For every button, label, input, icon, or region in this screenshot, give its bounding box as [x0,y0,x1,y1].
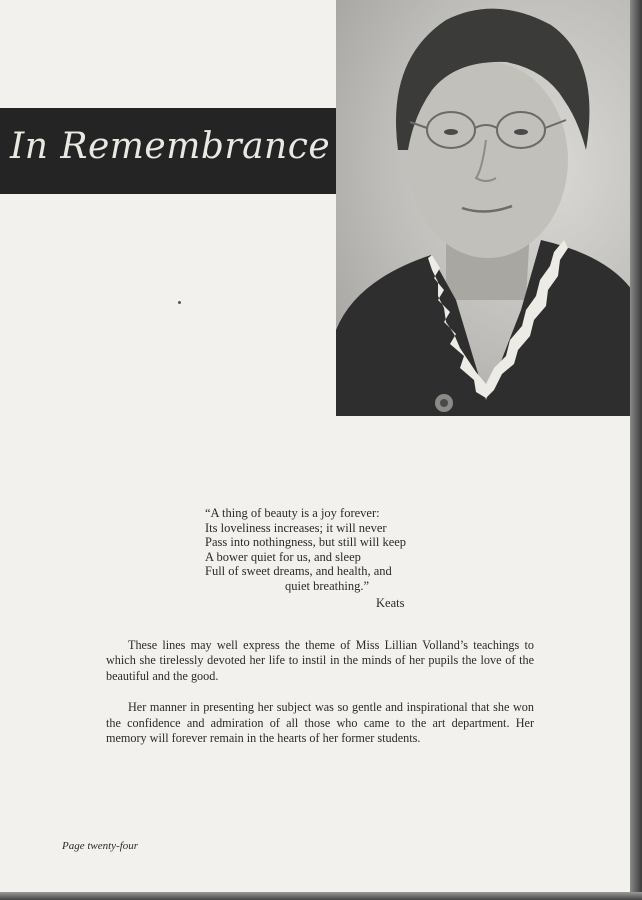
page-title: In Remembrance [10,126,331,167]
poem-line: A bower quiet for us, and sleep [205,549,361,564]
poem-line: Its loveliness increases; it will never [205,520,387,535]
poem-line: quiet breathing.” [285,578,369,593]
tribute-text [106,638,534,762]
poem-line: Full of sweet dreams, and health, and [205,564,392,579]
poem-author: Keats [376,595,405,610]
page-edge-bottom [0,892,642,900]
page-edge-right [630,0,642,900]
poem-line: “A thing of beauty is a joy forever: [205,506,380,520]
tribute-paragraph: These lines may well express the theme of Miss Lillian Volland’s teachings to which she tirelessly devoted her life to instil in the minds of her pupils the love of the beautiful and the good. [106,638,534,683]
page-number: Page twenty-four [62,840,139,852]
portrait-photo [336,0,630,416]
face [408,62,568,258]
title-banner [0,108,336,194]
portrait-illustration [336,0,630,416]
print-speck [178,301,181,304]
tribute-paragraph: Her manner in presenting her subject was so gentle and inspirational that she won the confidence and admiration of all those who came to the art department. Her memory will forever remain in the hearts of her former students. [106,700,534,746]
poem-block [205,506,465,610]
poem-line: Pass into nothingness, but still will keep [205,535,407,550]
